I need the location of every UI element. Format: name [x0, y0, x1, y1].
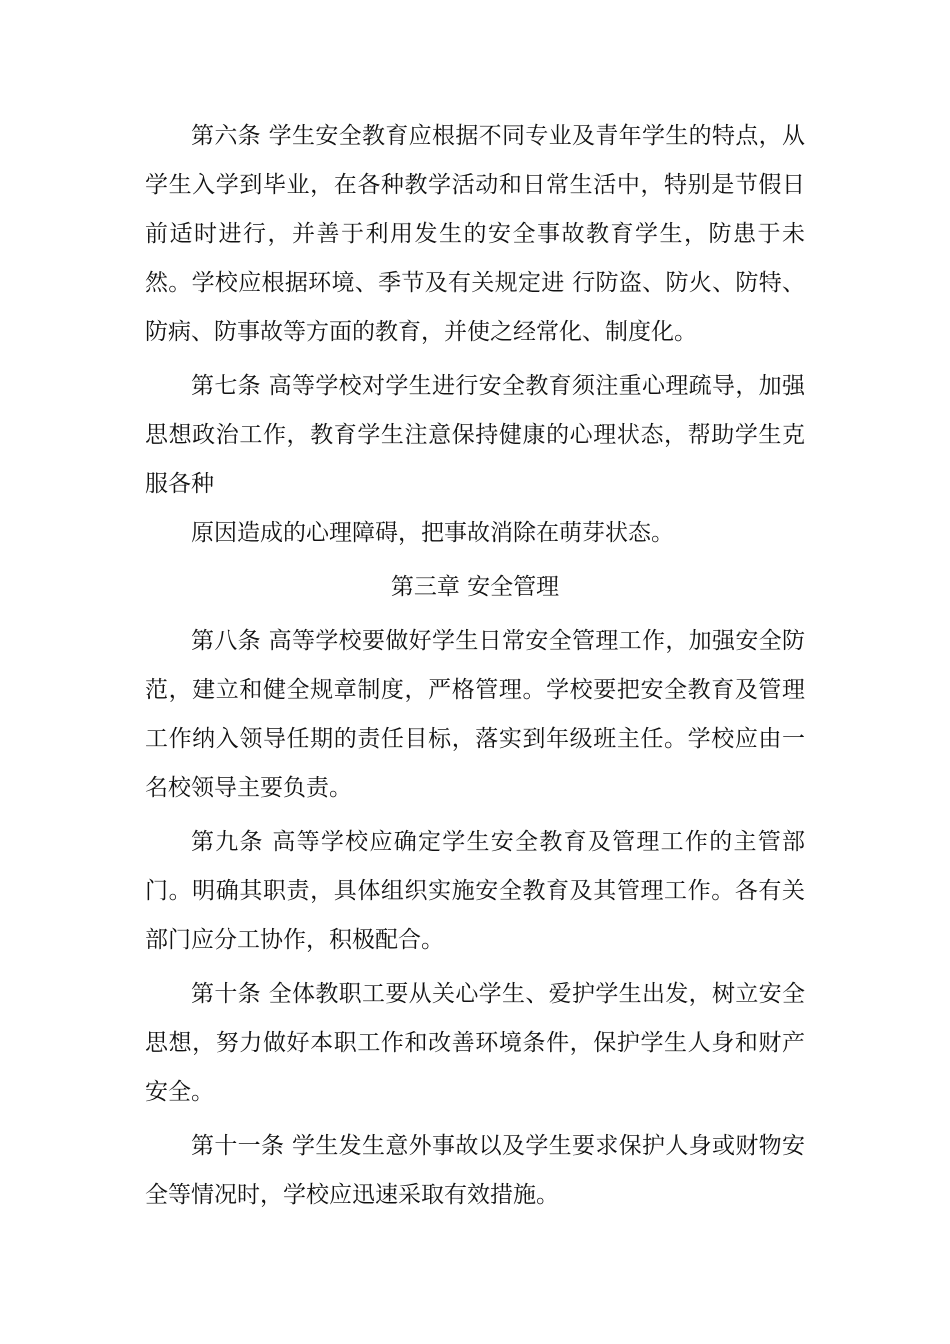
article-7-continuation: 原因造成的心理障碍，把事故消除在萌芽状态。 [191, 520, 674, 546]
document-body [145, 112, 805, 1225]
article-11-paragraph: 第十一条 学生发生意外事故以及学生要求保护人身或财物安全等情况时，学校应迅速采取有效措施。 [145, 1133, 805, 1208]
chapter-heading: 第三章 安全管理 [390, 574, 560, 600]
article-8-paragraph: 第八条 高等学校要做好学生日常安全管理工作，加强安全防范，建立和健全规章制度，严格管理。学校要把安全教育及管理工作纳入领导任期的责任目标，落实到年级班主任。学校应由一名校领导主要负责。 [145, 628, 805, 801]
article-10-paragraph: 第十条 全体教职工要从关心学生、爱护学生出发，树立安全思想，努力做好本职工作和改善环境条件，保护学生人身和财产安全。 [145, 981, 805, 1105]
article-6-paragraph: 第六条 学生安全教育应根据不同专业及青年学生的特点，从学生入学到毕业，在各种教学活动和日常生活中，特别是节假日前适时进行，并善于利用发生的安全事故教育学生，防患于未然。学校应根据环境、季节及有关规定进 行防盗、防火、防特、防病、防事故等方面的教育，并使之经常化、制度化。 [145, 123, 805, 345]
article-7-paragraph: 第七条 高等学校对学生进行安全教育须注重心理疏导，加强思想政治工作，教育学生注意保持健康的心理状态，帮助学生克服各种 [145, 373, 805, 497]
article-9-paragraph: 第九条 高等学校应确定学生安全教育及管理工作的主管部门。明确其职责，具体组织实施安全教育及其管理工作。各有关部门应分工协作，积极配合。 [145, 829, 805, 953]
